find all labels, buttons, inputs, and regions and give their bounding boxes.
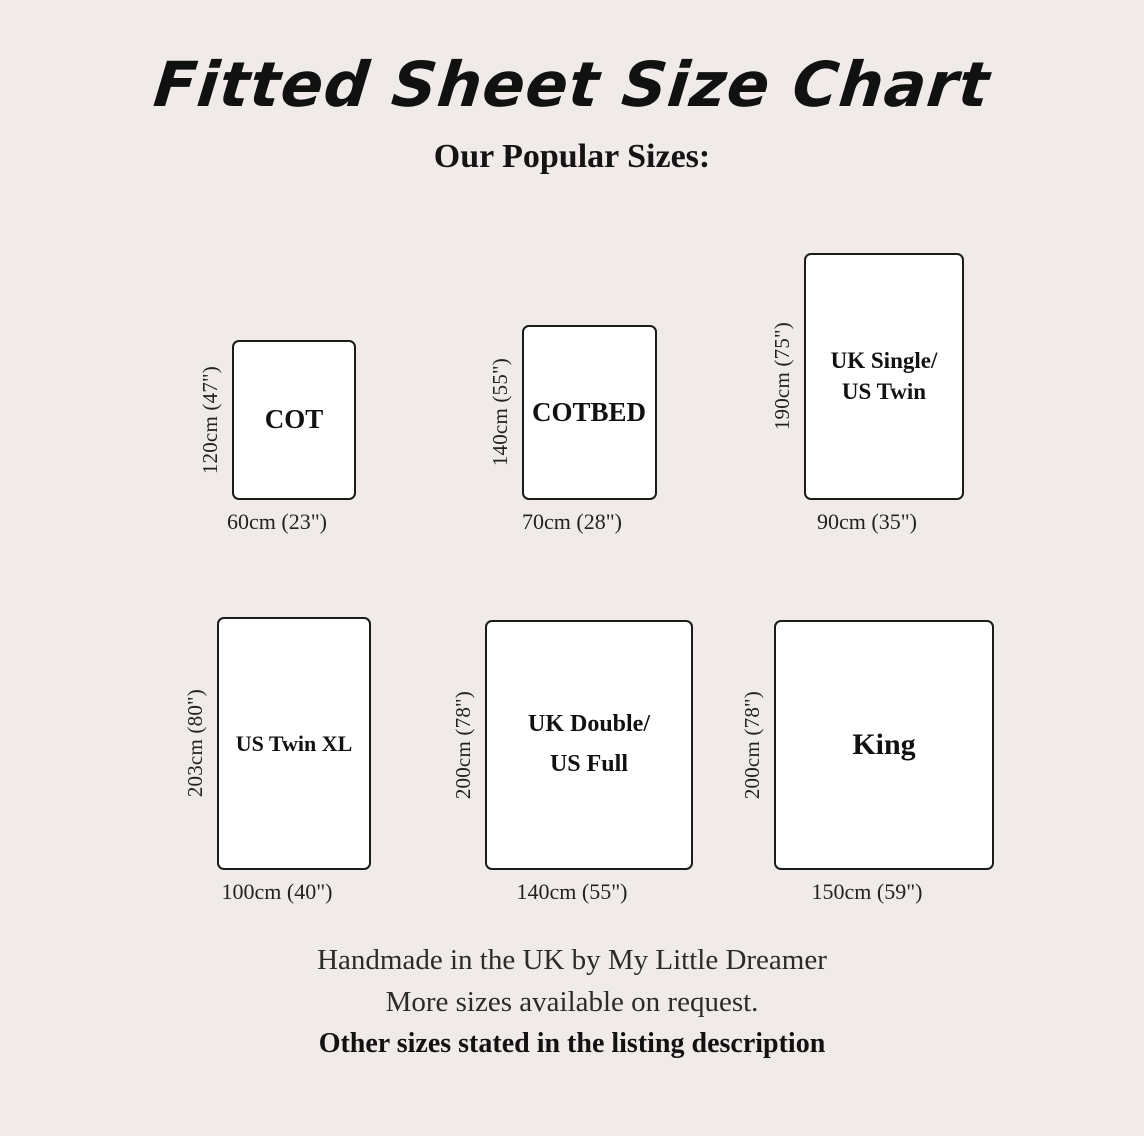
bed-label-us-twin-xl: US Twin XL (235, 730, 353, 756)
bed-box-cotbed (522, 325, 657, 500)
width-label-us-twin-xl: 100cm (40") (221, 879, 333, 904)
width-label-cotbed: 70cm (28") (521, 509, 622, 534)
bed-label-uk-single-line2: US Twin (841, 378, 927, 404)
footer-line-other-sizes: Other sizes stated in the listing description (318, 1028, 826, 1059)
bed-label-uk-double-line1: UK Double/ (527, 711, 650, 738)
bed-box-uk-double (485, 620, 693, 870)
height-label-uk-double: 200cm (78") (451, 690, 475, 800)
bed-box-us-twin-xl (217, 617, 371, 870)
bed-box-king (774, 620, 994, 870)
width-label-cot: 60cm (23") (226, 509, 327, 534)
height-label-cot: 120cm (47") (198, 365, 222, 475)
bed-box-cot (232, 340, 356, 500)
size-cell-cotbed (427, 325, 717, 535)
height-label-uk-single: 190cm (75") (770, 322, 794, 431)
size-row-bottom (0, 595, 1144, 905)
bed-label-cot: COT (264, 404, 324, 435)
bed-label-cotbed: COTBED (531, 396, 647, 427)
footer-line-handmade: Handmade in the UK by My Little Dreamer (317, 944, 827, 976)
height-label-cotbed: 140cm (55") (487, 358, 512, 467)
size-row-top (0, 205, 1144, 535)
size-cell-cot (127, 340, 427, 535)
size-cell-us-twin-xl (127, 617, 427, 905)
height-label-us-twin-xl: 203cm (80") (183, 689, 207, 798)
size-cell-uk-single-us-twin (717, 253, 1017, 535)
footer (0, 944, 1144, 1069)
size-cell-uk-double-us-full (427, 620, 717, 905)
page-subtitle: Our Popular Sizes: (433, 138, 711, 175)
size-cell-king (717, 620, 1017, 905)
bed-box-uk-single (804, 253, 964, 500)
size-grid (0, 205, 1144, 905)
height-label-king: 200cm (78") (740, 690, 764, 800)
bed-label-uk-double-line2: US Full (549, 751, 628, 777)
bed-label-king: King (852, 728, 916, 762)
page-title: Fitted Sheet Size Chart (150, 48, 994, 121)
width-label-king: 150cm (59") (811, 879, 923, 904)
footer-line-more-sizes: More sizes available on request. (385, 986, 759, 1018)
bed-label-uk-single-line1: UK Single/ (830, 348, 938, 374)
width-label-uk-single: 90cm (35") (816, 509, 917, 534)
width-label-uk-double: 140cm (55") (516, 879, 628, 904)
